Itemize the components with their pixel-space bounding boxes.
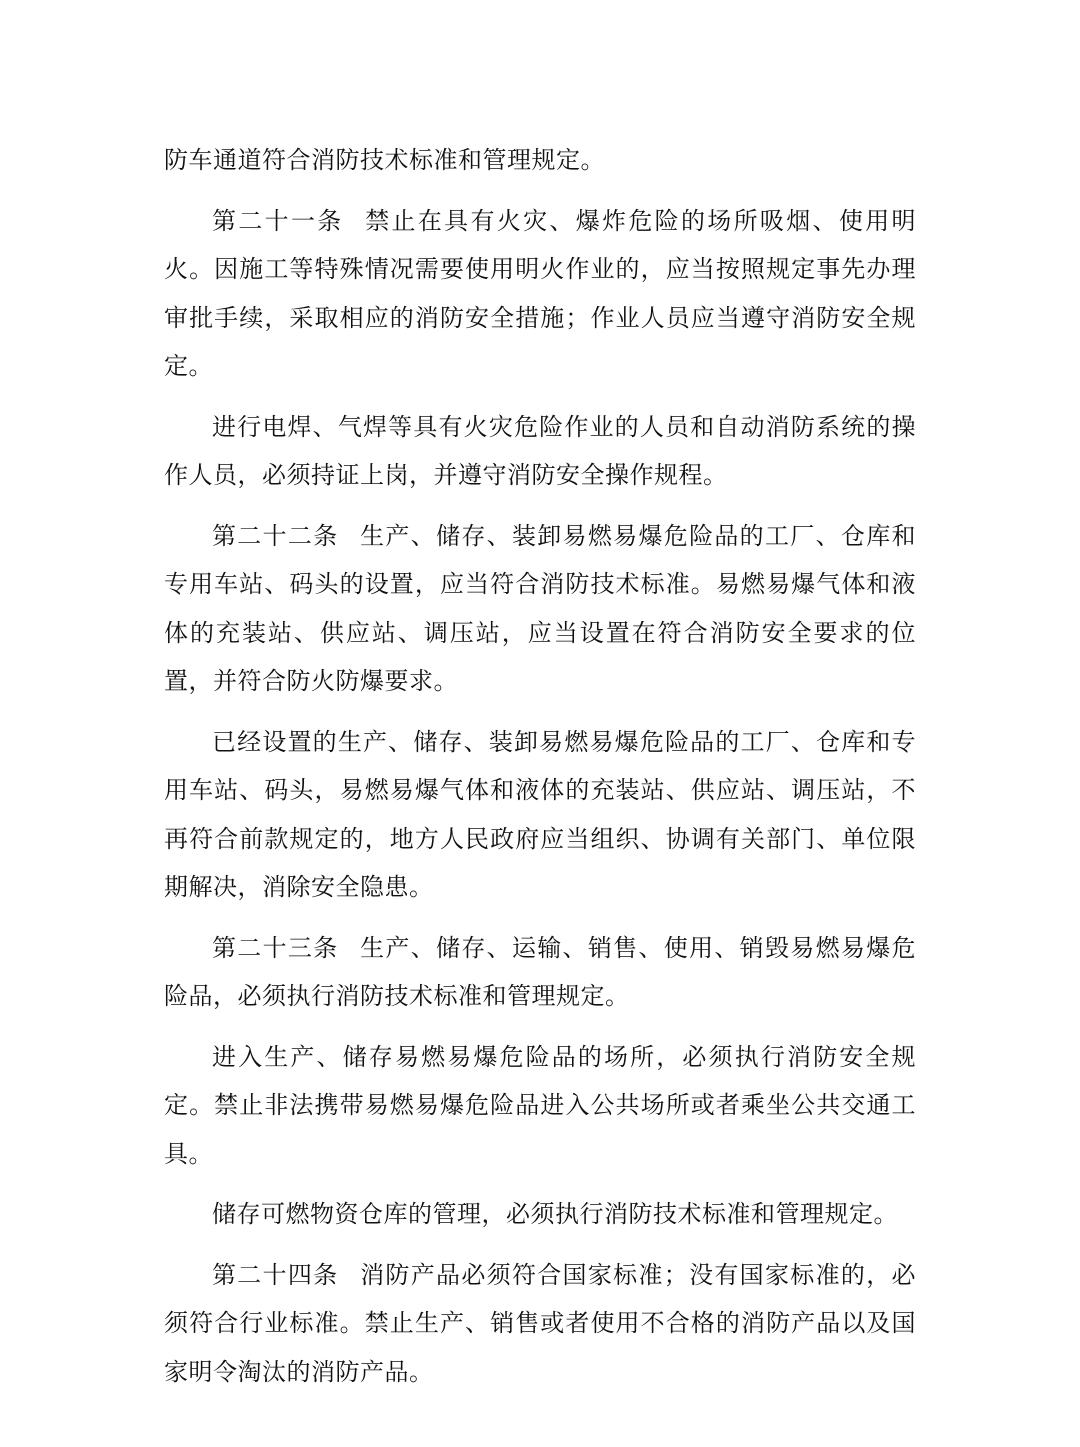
paragraph-text: 已经设置的生产、储存、装卸易燃易爆危险品的工厂、仓库和专用车站、码头，易燃易爆气体和液体的充装站、供应站、调压站，不再符合前款规定的，地方人民政府应当组织、协调有关部门、单位限期解决，消除安全隐患。 bbox=[164, 727, 916, 901]
article-number: 第二十一条 bbox=[212, 206, 344, 235]
paragraph-text: 防车通道符合消防技术标准和管理规定。 bbox=[164, 146, 605, 174]
article-number: 第二十三条 bbox=[212, 933, 339, 962]
paragraph bbox=[164, 1190, 916, 1239]
paragraph-article-24 bbox=[164, 1251, 916, 1397]
paragraph-article-23 bbox=[164, 924, 916, 1021]
paragraph bbox=[164, 718, 916, 912]
article-number: 第二十二条 bbox=[212, 521, 339, 550]
paragraph-text: 生产、储存、装卸易燃易爆危险品的工厂、仓库和专用车站、码头的设置，应当符合消防技术标准。易燃易爆气体和液体的充装站、供应站、调压站，应当设置在符合消防安全要求的位置，并符合防火防爆要求。 bbox=[164, 521, 917, 695]
paragraph-text: 生产、储存、运输、销售、使用、销毁易燃易爆危险品，必须执行消防技术标准和管理规定。 bbox=[164, 933, 917, 1010]
paragraph-continuation bbox=[164, 136, 916, 185]
paragraph bbox=[164, 403, 916, 500]
paragraph-article-22 bbox=[164, 512, 916, 706]
paragraph bbox=[164, 1033, 916, 1179]
document-body bbox=[164, 136, 916, 1396]
paragraph-text: 储存可燃物资仓库的管理，必须执行消防技术标准和管理规定。 bbox=[212, 1200, 898, 1228]
paragraph-text: 禁止在具有火灾、爆炸危险的场所吸烟、使用明火。因施工等特殊情况需要使用明火作业的，应当按照规定事先办理审批手续，采取相应的消防安全措施；作业人员应当遵守消防安全规定。 bbox=[164, 206, 917, 380]
paragraph-text: 进行电焊、气焊等具有火灾危险作业的人员和自动消防系统的操作人员，必须持证上岗，并遵守消防安全操作规程。 bbox=[164, 412, 916, 489]
paragraph-text: 消防产品必须符合国家标准；没有国家标准的，必须符合行业标准。禁止生产、销售或者使用不合格的消防产品以及国家明令淘汰的消防产品。 bbox=[164, 1260, 917, 1386]
paragraph-article-21 bbox=[164, 197, 916, 391]
article-number: 第二十四条 bbox=[212, 1260, 339, 1289]
paragraph-text: 进入生产、储存易燃易爆危险品的场所，必须执行消防安全规定。禁止非法携带易燃易爆危险品进入公共场所或者乘坐公共交通工具。 bbox=[164, 1042, 916, 1168]
